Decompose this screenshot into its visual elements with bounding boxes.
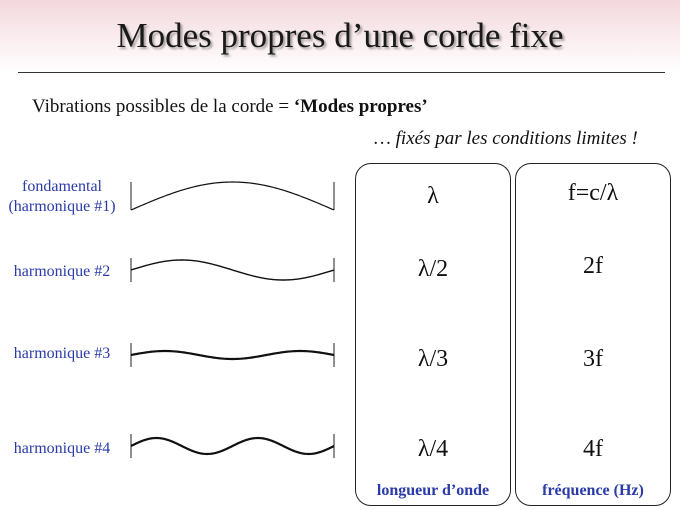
mode-label-4: harmonique #4: [13, 440, 111, 457]
slide-title: Modes propres d’une corde fixe: [116, 16, 564, 55]
intro-text: Vibrations possibles de la corde =: [32, 96, 294, 117]
boundary-conditions-note: … fixés par les conditions limites !: [374, 128, 638, 149]
mode-label-1-line2: (harmonique #1): [8, 198, 116, 215]
string-wave-harmonic-4: [131, 438, 334, 454]
frequency-column-label: fréquence (Hz): [542, 482, 644, 499]
frequency-mode-3: 3f: [583, 346, 603, 372]
mode-label-1-line1: fondamental: [22, 178, 102, 195]
wavelength-mode-1: λ: [427, 183, 439, 209]
string-wave-harmonic-3: [131, 351, 334, 359]
wavelength-column-label: longueur d’onde: [376, 482, 490, 499]
wavelength-mode-4: λ/4: [417, 436, 449, 462]
string-wave-harmonic-1: [131, 182, 334, 210]
frequency-mode-2: 2f: [583, 253, 603, 279]
frequency-mode-1: [518, 180, 668, 207]
wavelength-mode-3: λ/3: [417, 346, 449, 372]
wavelength-mode-2: λ/2: [417, 256, 449, 282]
intro-bold-term: ‘Modes propres’: [293, 96, 428, 117]
frequency-mode-1-value: f=c/λ: [567, 180, 619, 206]
string-wave-harmonic-2: [131, 260, 334, 280]
mode-label-2: harmonique #2: [13, 263, 111, 280]
mode-label-3: harmonique #3: [13, 345, 111, 362]
frequency-mode-4: 4f: [583, 436, 603, 462]
